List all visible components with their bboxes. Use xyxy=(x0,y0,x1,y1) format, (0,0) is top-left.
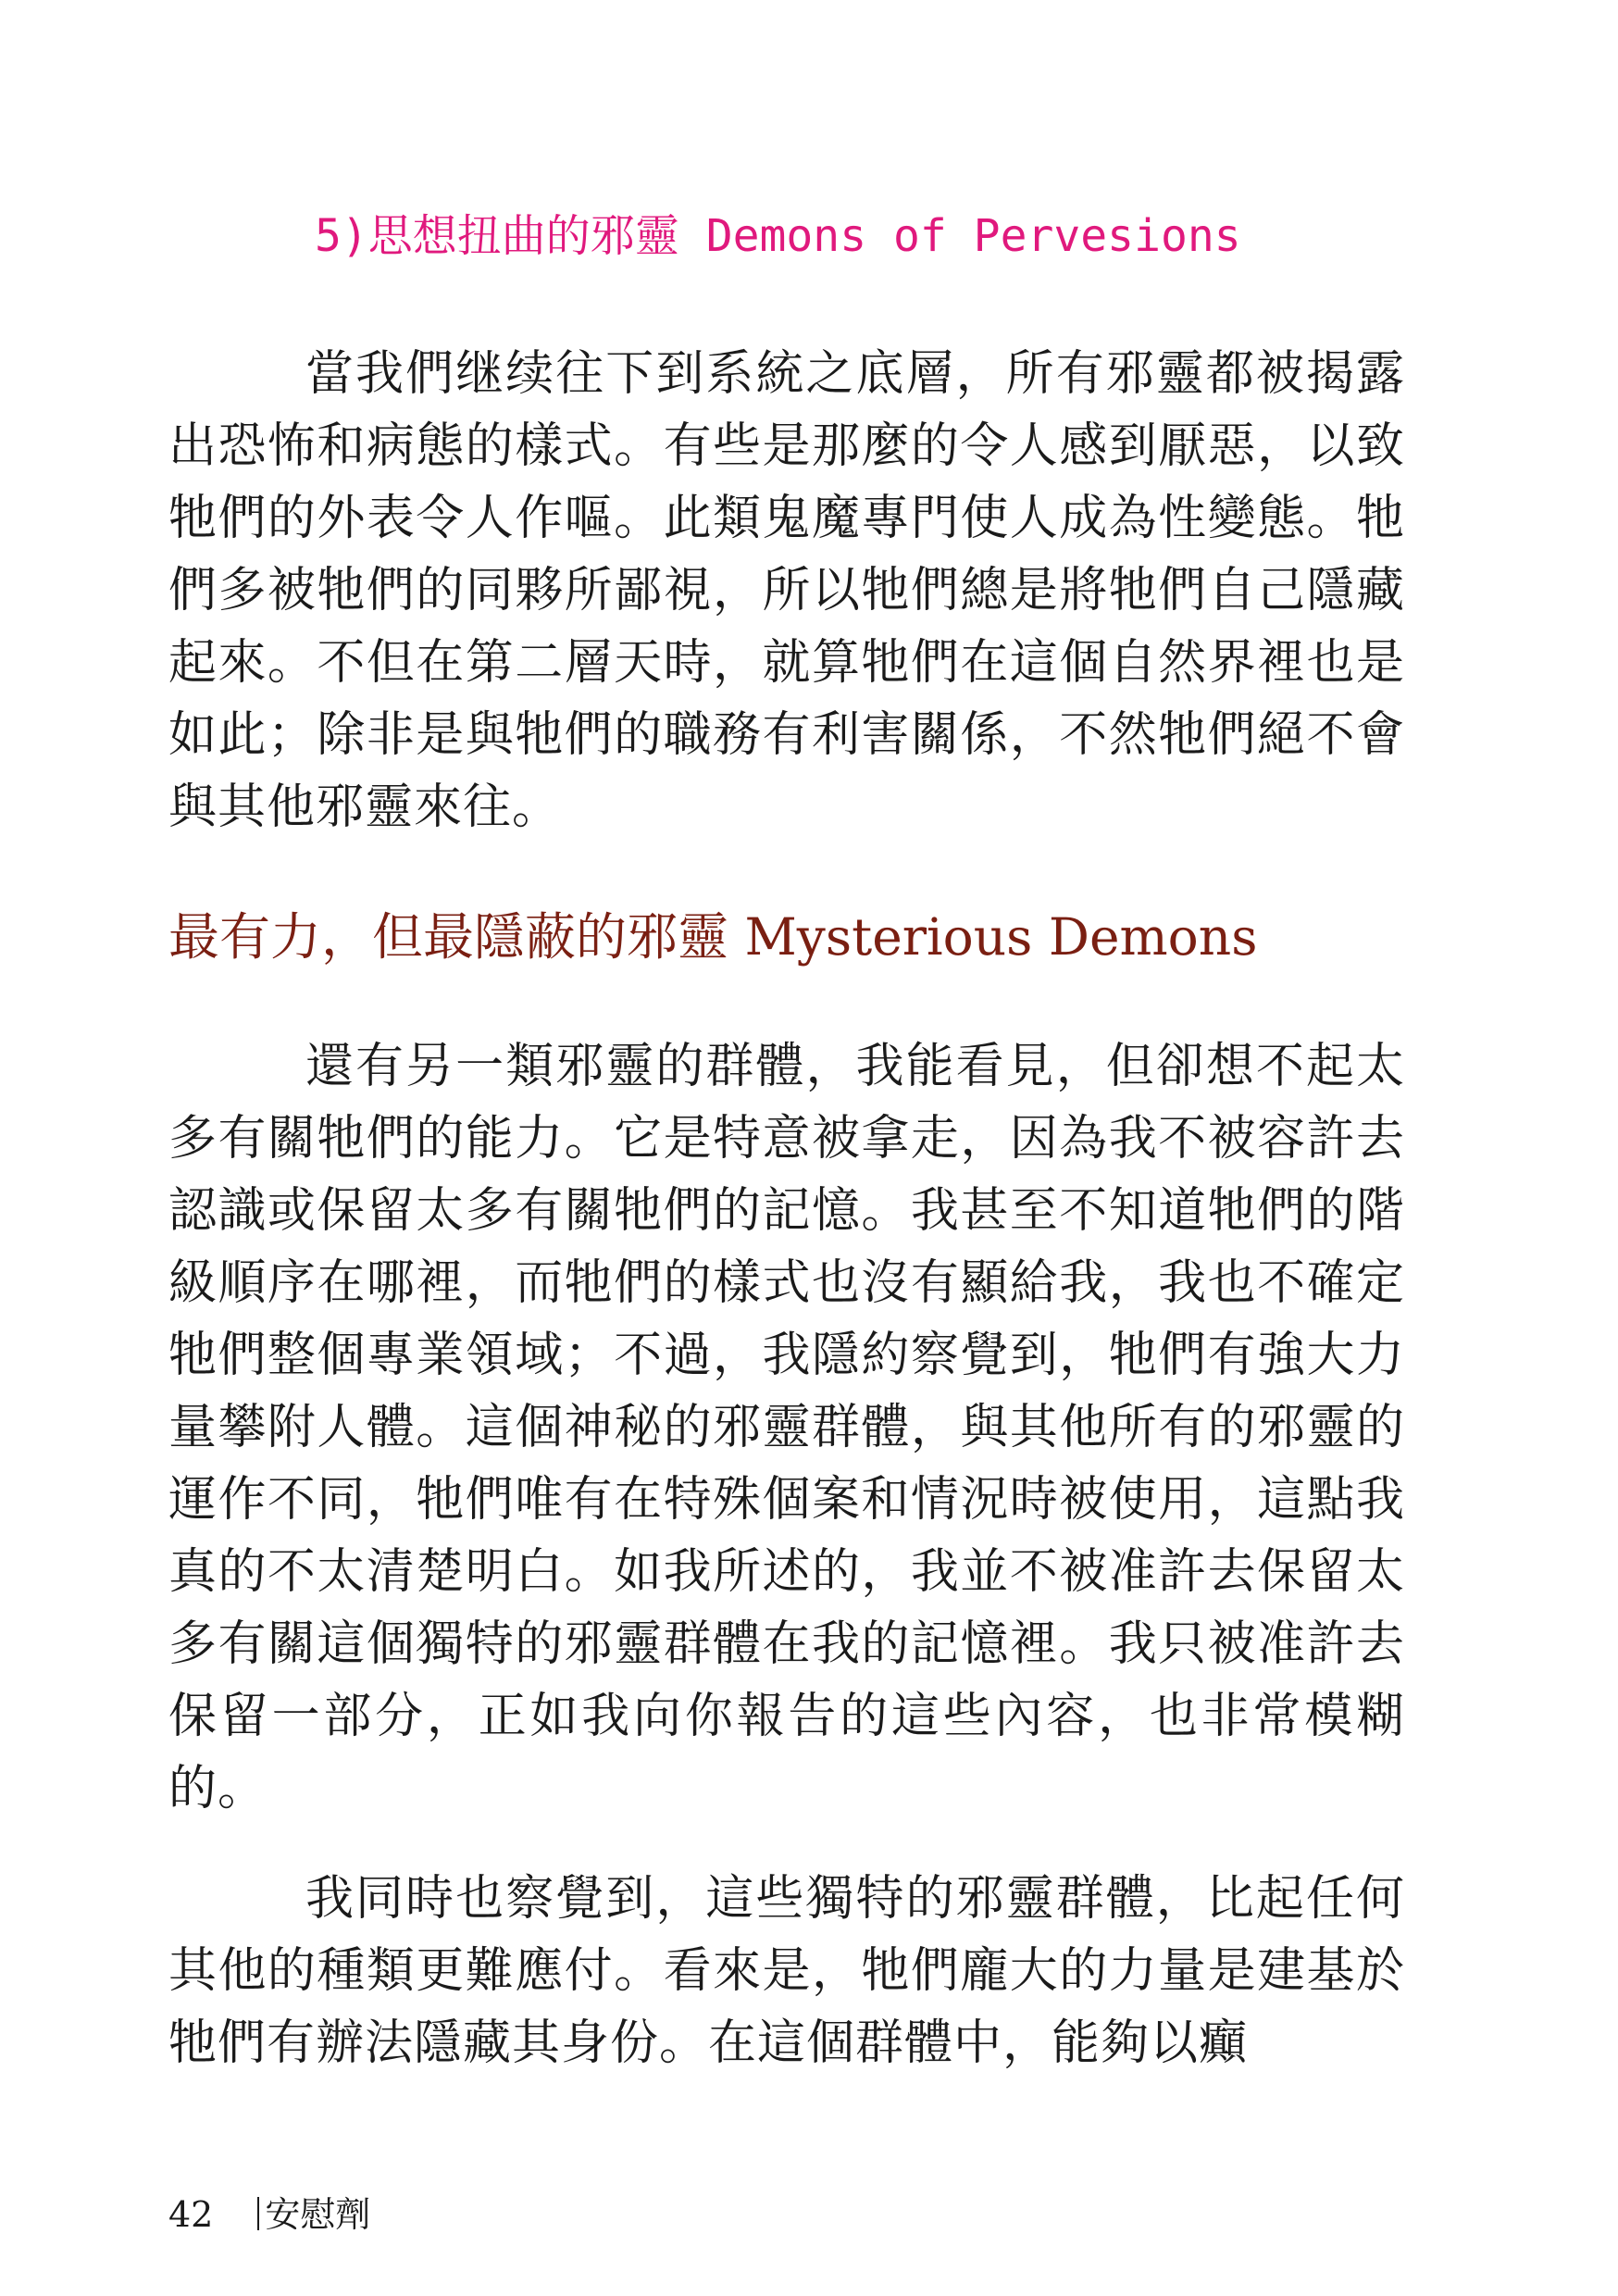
body-paragraph: 還有另一類邪靈的群體，我能看見，但卻想不起太多有關牠們的能力。它是特意被拿走，因為我不被容許去認識或保留太多有關牠們的記憶。我甚至不知道牠們的階級順序在哪裡，而牠們的樣式也沒有顯給我，我也不確定牠們整個專業領域；不過，我隱約察覺到，牠們有強大力量攀附人體。這個神秘的邪靈群體，與其他所有的邪靈的運作不同，牠們唯有在特殊個案和情況時被使用，這點我真的不太清楚明白。如我所述的，我並不被准許去保留太多有關這個獨特的邪靈群體在我的記憶裡。我只被准許去保留一部分，正如我向你報告的這些內容，也非常模糊的。 xyxy=(168,1039,1405,1816)
body-paragraph: 我同時也察覺到，這些獨特的邪靈群體，比起任何其他的種類更難應付。看來是，牠們龐大的力量是建基於牠們有辦法隱藏其身份。在這個群體中，能夠以癲 xyxy=(168,1871,1405,2071)
section-heading: 5)思想扭曲的邪靈 Demons of Pervesions xyxy=(315,210,1241,262)
book-title: 安慰劑 xyxy=(265,2194,371,2235)
footer-divider xyxy=(257,2197,259,2230)
page-number: 42 xyxy=(168,2194,214,2235)
body-paragraph: 當我們继续往下到系統之底層，所有邪靈都被揭露出恐怖和病態的樣式。有些是那麼的令人感到厭惡，以致牠們的外表令人作嘔。此類鬼魔專門使人成為性變態。牠們多被牠們的同夥所鄙視，所以牠們總是將牠們自己隱藏起來。不但在第二層天時，就算牠們在這個自然界裡也是如此；除非是與牠們的職務有利害關係，不然牠們絕不會與其他邪靈來往。 xyxy=(168,346,1405,835)
subheading: 最有力，但最隱蔽的邪靈 Mysterious Demons xyxy=(168,907,1258,967)
page-footer xyxy=(168,2191,370,2238)
